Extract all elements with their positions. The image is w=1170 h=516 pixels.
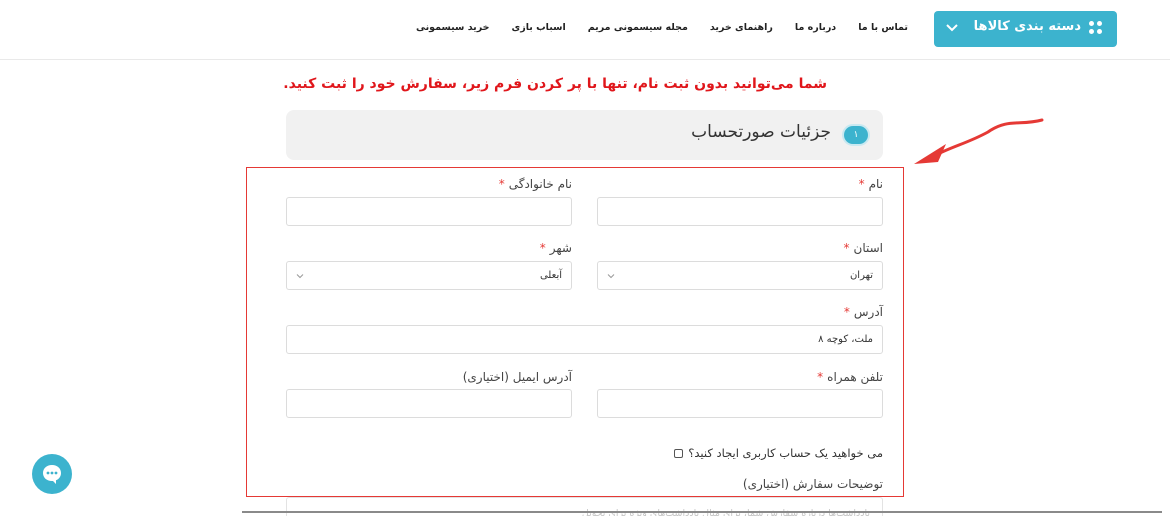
nav-item-buying-guide[interactable]: راهنمای خرید [709, 22, 773, 33]
section-title: جزئیات صورتحساب [691, 122, 831, 142]
chat-widget-button[interactable] [32, 454, 72, 494]
address-input[interactable]: ملت، کوچه ۸ [286, 325, 883, 354]
city-label: شهر* [539, 241, 572, 255]
first-name-label: نام* [858, 177, 883, 191]
email-input[interactable] [286, 389, 572, 418]
create-account-checkbox[interactable] [674, 446, 883, 460]
last-name-input[interactable] [286, 197, 572, 226]
site-header [0, 0, 1170, 60]
main-nav [416, 22, 908, 33]
address-label: آدرس* [843, 305, 883, 319]
mobile-input[interactable] [597, 389, 883, 418]
step-number-badge: ۱ [842, 124, 870, 146]
checkbox-box[interactable] [674, 449, 683, 458]
divider [242, 511, 1162, 513]
last-name-label: نام خانوادگی* [498, 177, 572, 191]
order-notes-label: توضیحات سفارش (اختیاری) [742, 477, 883, 491]
email-label: آدرس ایمیل (اختیاری) [462, 370, 572, 384]
province-label: استان* [843, 241, 883, 255]
chat-bubble-icon [41, 463, 63, 485]
nav-item-buy-sismooni[interactable]: خرید سیسمونی [416, 22, 490, 33]
order-notes-textarea[interactable] [286, 497, 883, 516]
nav-item-contact-us[interactable]: تماس با ما [858, 22, 908, 33]
chevron-down-icon [944, 19, 960, 35]
nav-item-magazine[interactable]: مجله سیسمونی مریم [587, 22, 688, 33]
mobile-label: تلفن همراه* [817, 370, 883, 384]
category-menu-button[interactable] [934, 11, 1117, 47]
guest-checkout-notice: شما می‌توانید بدون ثبت نام، تنها با پر کردن فرم زیر، سفارش خود را ثبت کنید. [283, 76, 827, 92]
city-select[interactable]: آبعلی [286, 261, 572, 290]
chevron-down-icon [607, 272, 615, 280]
nav-item-toys[interactable]: اسباب بازی [511, 22, 566, 33]
nav-item-about-us[interactable]: درباره ما [794, 22, 837, 33]
category-menu-label: دسته بندی کالاها [973, 19, 1081, 34]
province-select[interactable]: تهران [597, 261, 883, 290]
grid-dots-icon [1089, 21, 1103, 37]
first-name-input[interactable] [597, 197, 883, 226]
annotation-arrow-icon [908, 112, 1048, 174]
create-account-label: می خواهید یک حساب کاربری ایجاد کنید؟ [688, 446, 883, 460]
chevron-down-icon [296, 272, 304, 280]
billing-section-header [286, 110, 883, 160]
